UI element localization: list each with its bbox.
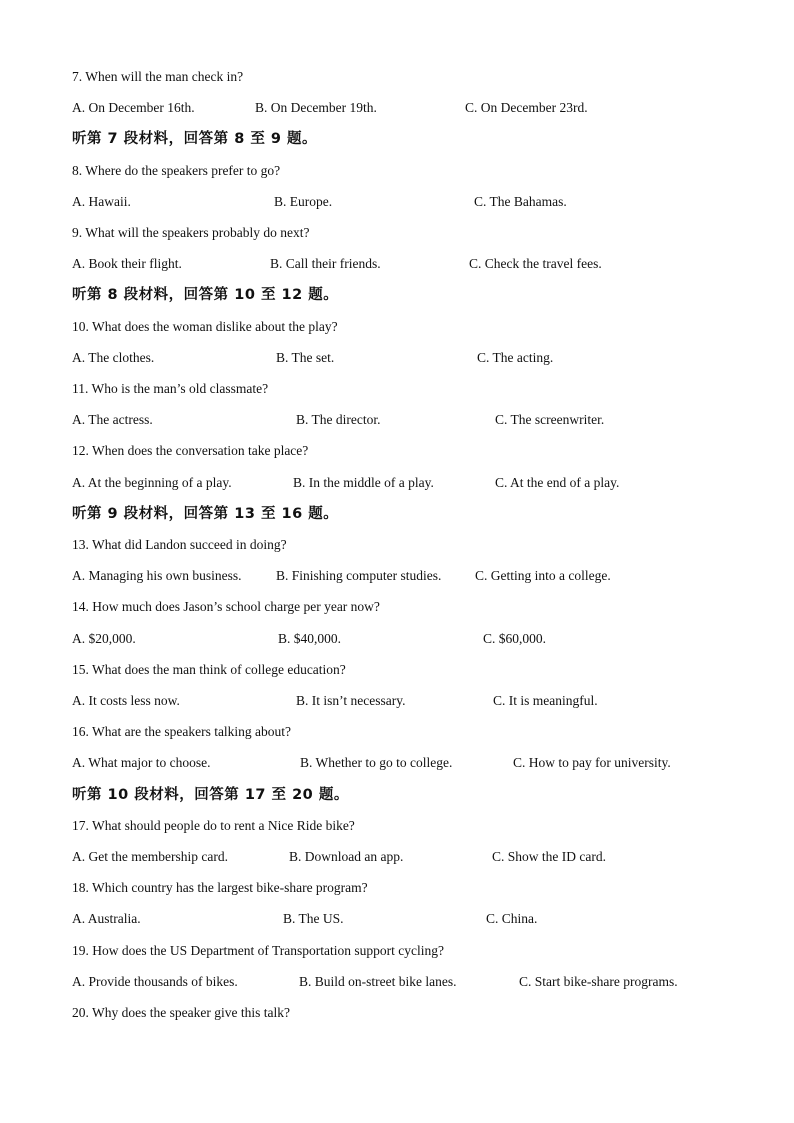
option-18a: A. Australia. bbox=[72, 911, 141, 926]
option-18b: B. The US. bbox=[283, 911, 344, 926]
section-heading-9: 听第 9 段材料，回答第 13 至 16 题。 bbox=[72, 506, 339, 522]
option-16a: A. What major to choose. bbox=[72, 755, 211, 770]
option-17b: B. Download an app. bbox=[289, 849, 404, 864]
option-13b: B. Finishing computer studies. bbox=[276, 568, 442, 583]
option-7a: A. On December 16th. bbox=[72, 100, 195, 115]
option-16b: B. Whether to go to college. bbox=[300, 755, 453, 770]
section-heading-10: 听第 10 段材料，回答第 17 至 20 题。 bbox=[72, 787, 349, 803]
option-17a: A. Get the membership card. bbox=[72, 849, 228, 864]
option-16c: C. How to pay for university. bbox=[513, 755, 671, 770]
option-13c: C. Getting into a college. bbox=[475, 568, 611, 583]
question-20: 20. Why does the speaker give this talk? bbox=[72, 1005, 290, 1020]
option-11a: A. The actress. bbox=[72, 412, 153, 427]
option-8b: B. Europe. bbox=[274, 194, 333, 209]
question-13: 13. What did Landon succeed in doing? bbox=[72, 537, 287, 552]
option-13a: A. Managing his own business. bbox=[72, 568, 242, 583]
option-7b: B. On December 19th. bbox=[255, 100, 377, 115]
option-12c: C. At the end of a play. bbox=[495, 475, 620, 490]
question-10: 10. What does the woman dislike about the play? bbox=[72, 319, 338, 334]
question-12: 12. When does the conversation take place? bbox=[72, 443, 309, 458]
option-12a: A. At the beginning of a play. bbox=[72, 475, 232, 490]
option-10c: C. The acting. bbox=[477, 350, 554, 365]
option-11b: B. The director. bbox=[296, 412, 381, 427]
question-9: 9. What will the speakers probably do next? bbox=[72, 225, 310, 240]
option-9c: C. Check the travel fees. bbox=[469, 256, 602, 271]
option-14a: A. $20,000. bbox=[72, 631, 136, 646]
option-9b: B. Call their friends. bbox=[270, 256, 381, 271]
option-11c: C. The screenwriter. bbox=[495, 412, 605, 427]
question-14: 14. How much does Jason’s school charge per year now? bbox=[72, 599, 380, 614]
option-15a: A. It costs less now. bbox=[72, 693, 180, 708]
option-12b: B. In the middle of a play. bbox=[293, 475, 434, 490]
option-7c: C. On December 23rd. bbox=[465, 100, 588, 115]
section-heading-7: 听第 7 段材料，回答第 8 至 9 题。 bbox=[72, 131, 318, 147]
question-8: 8. Where do the speakers prefer to go? bbox=[72, 163, 281, 178]
option-19a: A. Provide thousands of bikes. bbox=[72, 974, 238, 989]
question-19: 19. How does the US Department of Transportation support cycling? bbox=[72, 943, 444, 958]
section-heading-8: 听第 8 段材料，回答第 10 至 12 题。 bbox=[72, 287, 339, 303]
question-7: 7. When will the man check in? bbox=[72, 69, 244, 84]
question-18: 18. Which country has the largest bike-share program? bbox=[72, 880, 368, 895]
question-16: 16. What are the speakers talking about? bbox=[72, 724, 292, 739]
option-14c: C. $60,000. bbox=[483, 631, 547, 646]
option-14b: B. $40,000. bbox=[278, 631, 342, 646]
option-15c: C. It is meaningful. bbox=[493, 693, 598, 708]
question-17: 17. What should people do to rent a Nice Ride bike? bbox=[72, 818, 355, 833]
option-8a: A. Hawaii. bbox=[72, 194, 131, 209]
option-8c: C. The Bahamas. bbox=[474, 194, 567, 209]
option-9a: A. Book their flight. bbox=[72, 256, 182, 271]
question-15: 15. What does the man think of college education? bbox=[72, 662, 346, 677]
option-10a: A. The clothes. bbox=[72, 350, 155, 365]
option-19c: C. Start bike-share programs. bbox=[519, 974, 678, 989]
option-17c: C. Show the ID card. bbox=[492, 849, 606, 864]
option-15b: B. It isn’t necessary. bbox=[296, 693, 406, 708]
option-19b: B. Build on-street bike lanes. bbox=[299, 974, 457, 989]
option-10b: B. The set. bbox=[276, 350, 335, 365]
option-18c: C. China. bbox=[486, 911, 538, 926]
question-11: 11. Who is the man’s old classmate? bbox=[72, 381, 269, 396]
